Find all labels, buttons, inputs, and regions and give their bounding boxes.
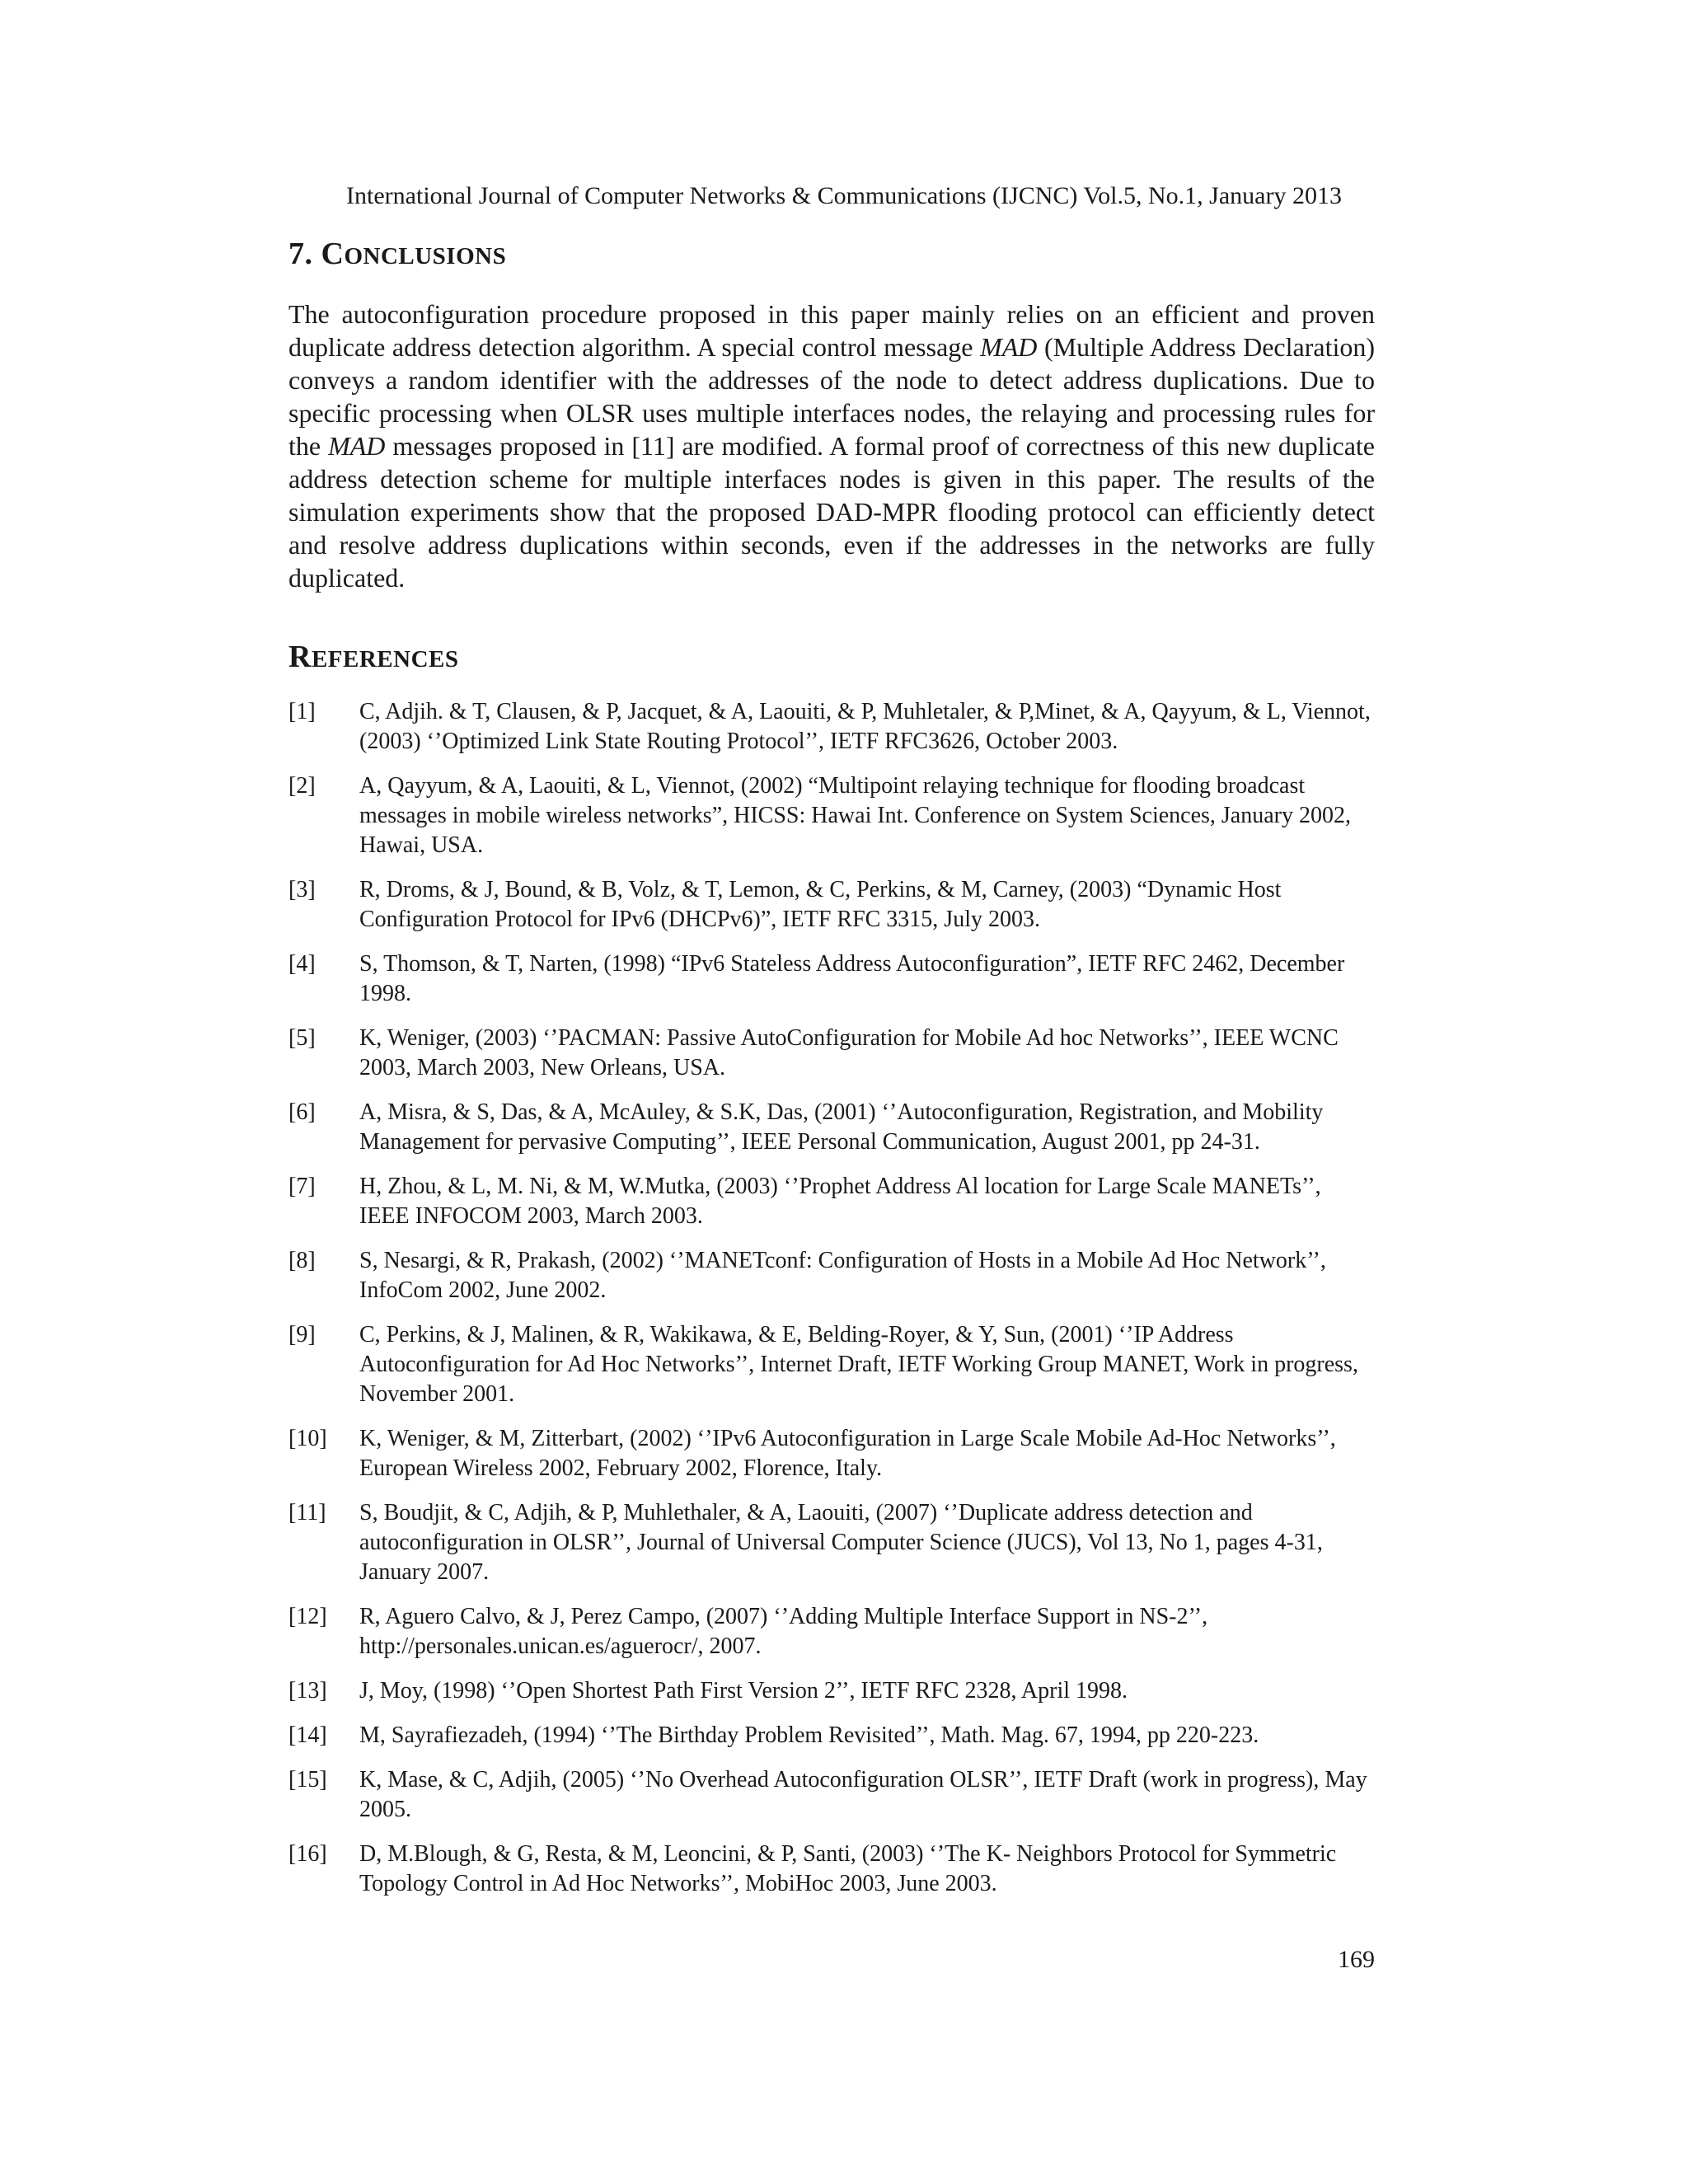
- reference-text: K, Weniger, (2003) ‘’PACMAN: Passive AutoConfiguration for Mobile Ad hoc Networks’’, IEEE WCNC 2003, March 2003, New Orleans, USA.: [359, 1025, 1339, 1080]
- reference-text: C, Perkins, & J, Malinen, & R, Wakikawa, & E, Belding-Royer, & Y, Sun, (2001) ‘’IP Address Autoconfiguration for Ad Hoc Networks’’, Internet Draft, IETF Working Group MANET, Work in progress, November 2001.: [359, 1322, 1358, 1407]
- reference-number: [10]: [288, 1426, 327, 1451]
- reference-item: [288, 1024, 1375, 1083]
- reference-number: [14]: [288, 1722, 327, 1748]
- reference-number: [12]: [288, 1604, 327, 1629]
- page-number: 169: [1338, 1946, 1375, 1973]
- mad-term: MAD: [980, 332, 1038, 362]
- reference-text: C, Adjih. & T, Clausen, & P, Jacquet, & A, Laouiti, & P, Muhletaler, & P,Minet, & A, Qayyum, & L, Viennot, (2003) ‘’Optimized Link State Routing Protocol’’, IETF RFC3626, October 2003.: [359, 699, 1371, 754]
- conclusions-text-part-1: The autoconfiguration procedure proposed in this paper mainly relies on an efficient and proven duplicate address detection algorithm. A special control message: [288, 299, 1375, 362]
- conclusions-heading-initial: C: [321, 237, 345, 271]
- reference-item: [288, 1424, 1375, 1483]
- reference-number: [5]: [288, 1025, 316, 1051]
- reference-text: K, Mase, & C, Adjih, (2005) ‘’No Overhead Autoconfiguration OLSR’’, IETF Draft (work in progress), May 2005.: [359, 1767, 1367, 1822]
- reference-text: H, Zhou, & L, M. Ni, & M, W.Mutka, (2003) ‘’Prophet Address Al location for Large Scale MANETs’’, IEEE INFOCOM 2003, March 2003.: [359, 1174, 1321, 1229]
- reference-item: [288, 875, 1375, 935]
- reference-text: S, Thomson, & T, Narten, (1998) “IPv6 Stateless Address Autoconfiguration”, IETF RFC 2462, December 1998.: [359, 951, 1345, 1006]
- reference-item: [288, 1098, 1375, 1157]
- reference-number: [13]: [288, 1678, 327, 1704]
- reference-list: [288, 697, 1375, 1899]
- reference-number: [1]: [288, 699, 316, 724]
- reference-text: R, Aguero Calvo, & J, Perez Campo, (2007) ‘’Adding Multiple Interface Support in NS-2’’, http://personales.unican.es/aguerocr/, 2007.: [359, 1604, 1208, 1659]
- reference-item: [288, 771, 1375, 860]
- references-heading-initial: R: [288, 640, 312, 674]
- reference-text: M, Sayrafiezadeh, (1994) ‘’The Birthday Problem Revisited’’, Math. Mag. 67, 1994, pp 220-223.: [359, 1722, 1259, 1748]
- reference-number: [4]: [288, 951, 316, 977]
- reference-number: [9]: [288, 1322, 316, 1347]
- reference-number: [11]: [288, 1500, 326, 1526]
- conclusions-paragraph: [288, 298, 1375, 594]
- reference-item: [288, 1320, 1375, 1409]
- reference-text: D, M.Blough, & G, Resta, & M, Leoncini, & P, Santi, (2003) ‘’The K- Neighbors Protocol for Symmetric Topology Control in Ad Hoc Networks’’, MobiHoc 2003, June 2003.: [359, 1841, 1337, 1896]
- conclusions-text-part-2: (Multiple Address Declaration) conveys a random identifier with the addresses of the node to detect address duplications. Due to specific processing when OLSR uses multiple interfaces nodes, the relaying and processing rules for the: [288, 332, 1376, 461]
- reference-item: [288, 1602, 1375, 1661]
- reference-number: [16]: [288, 1841, 327, 1867]
- references-heading-rest: EFERENCES: [311, 646, 459, 673]
- reference-item: [288, 1246, 1375, 1305]
- conclusions-heading-number: 7.: [288, 237, 321, 271]
- reference-number: [7]: [288, 1174, 316, 1199]
- reference-text: S, Nesargi, & R, Prakash, (2002) ‘’MANETconf: Configuration of Hosts in a Mobile Ad Hoc Network’’, InfoCom 2002, June 2002.: [359, 1248, 1326, 1303]
- reference-text: S, Boudjit, & C, Adjih, & P, Muhlethaler, & A, Laouiti, (2007) ‘’Duplicate address detection and autoconfiguration in OLSR’’, Journal of Universal Computer Science (JUCS), Vol 13, No 1, pages 4-31, January 2007.: [359, 1500, 1323, 1585]
- reference-item: [288, 949, 1375, 1009]
- conclusions-heading: [288, 234, 1375, 276]
- reference-item: [288, 1676, 1375, 1706]
- references-heading: [288, 637, 1375, 679]
- reference-number: [15]: [288, 1767, 327, 1793]
- reference-number: [2]: [288, 773, 316, 799]
- reference-item: [288, 1172, 1375, 1231]
- reference-item: [288, 1721, 1375, 1750]
- conclusions-heading-rest: ONCLUSIONS: [344, 243, 507, 269]
- reference-item: [288, 1840, 1375, 1899]
- reference-text: A, Misra, & S, Das, & A, McAuley, & S.K, Das, (2001) ‘’Autoconfiguration, Registration, and Mobility Management for pervasive Computing’’, IEEE Personal Communication, August 2001, pp 24-31.: [359, 1099, 1324, 1155]
- reference-item: [288, 1498, 1375, 1587]
- page-content: [288, 234, 1375, 1914]
- reference-number: [8]: [288, 1248, 316, 1273]
- reference-item: [288, 697, 1375, 757]
- reference-number: [6]: [288, 1099, 316, 1125]
- mad-term: MAD: [328, 431, 386, 461]
- reference-text: J, Moy, (1998) ‘’Open Shortest Path First Version 2’’, IETF RFC 2328, April 1998.: [359, 1678, 1128, 1704]
- reference-item: [288, 1765, 1375, 1825]
- reference-text: K, Weniger, & M, Zitterbart, (2002) ‘’IPv6 Autoconfiguration in Large Scale Mobile Ad-Hoc Networks’’, European Wireless 2002, February 2002, Florence, Italy.: [359, 1426, 1336, 1481]
- journal-header: International Journal of Computer Networks & Communications (IJCNC) Vol.5, No.1, January 2013: [346, 182, 1342, 209]
- reference-number: [3]: [288, 877, 316, 902]
- reference-text: A, Qayyum, & A, Laouiti, & L, Viennot, (2002) “Multipoint relaying technique for flooding broadcast messages in mobile wireless networks”, HICSS: Hawai Int. Conference on System Sciences, January 2002, Hawai, USA.: [359, 773, 1351, 858]
- reference-text: R, Droms, & J, Bound, & B, Volz, & T, Lemon, & C, Perkins, & M, Carney, (2003) “Dynamic Host Configuration Protocol for IPv6 (DHCPv6)”, IETF RFC 3315, July 2003.: [359, 877, 1282, 932]
- conclusions-text-part-3: messages proposed in [11] are modified. A formal proof of correctness of this new duplicate address detection scheme for multiple interfaces nodes is given in this paper. The results of the simulation experiments show that the proposed DAD-MPR flooding protocol can efficiently detect and resolve address duplications within seconds, even if the addresses in the networks are fully duplicated.: [288, 431, 1376, 593]
